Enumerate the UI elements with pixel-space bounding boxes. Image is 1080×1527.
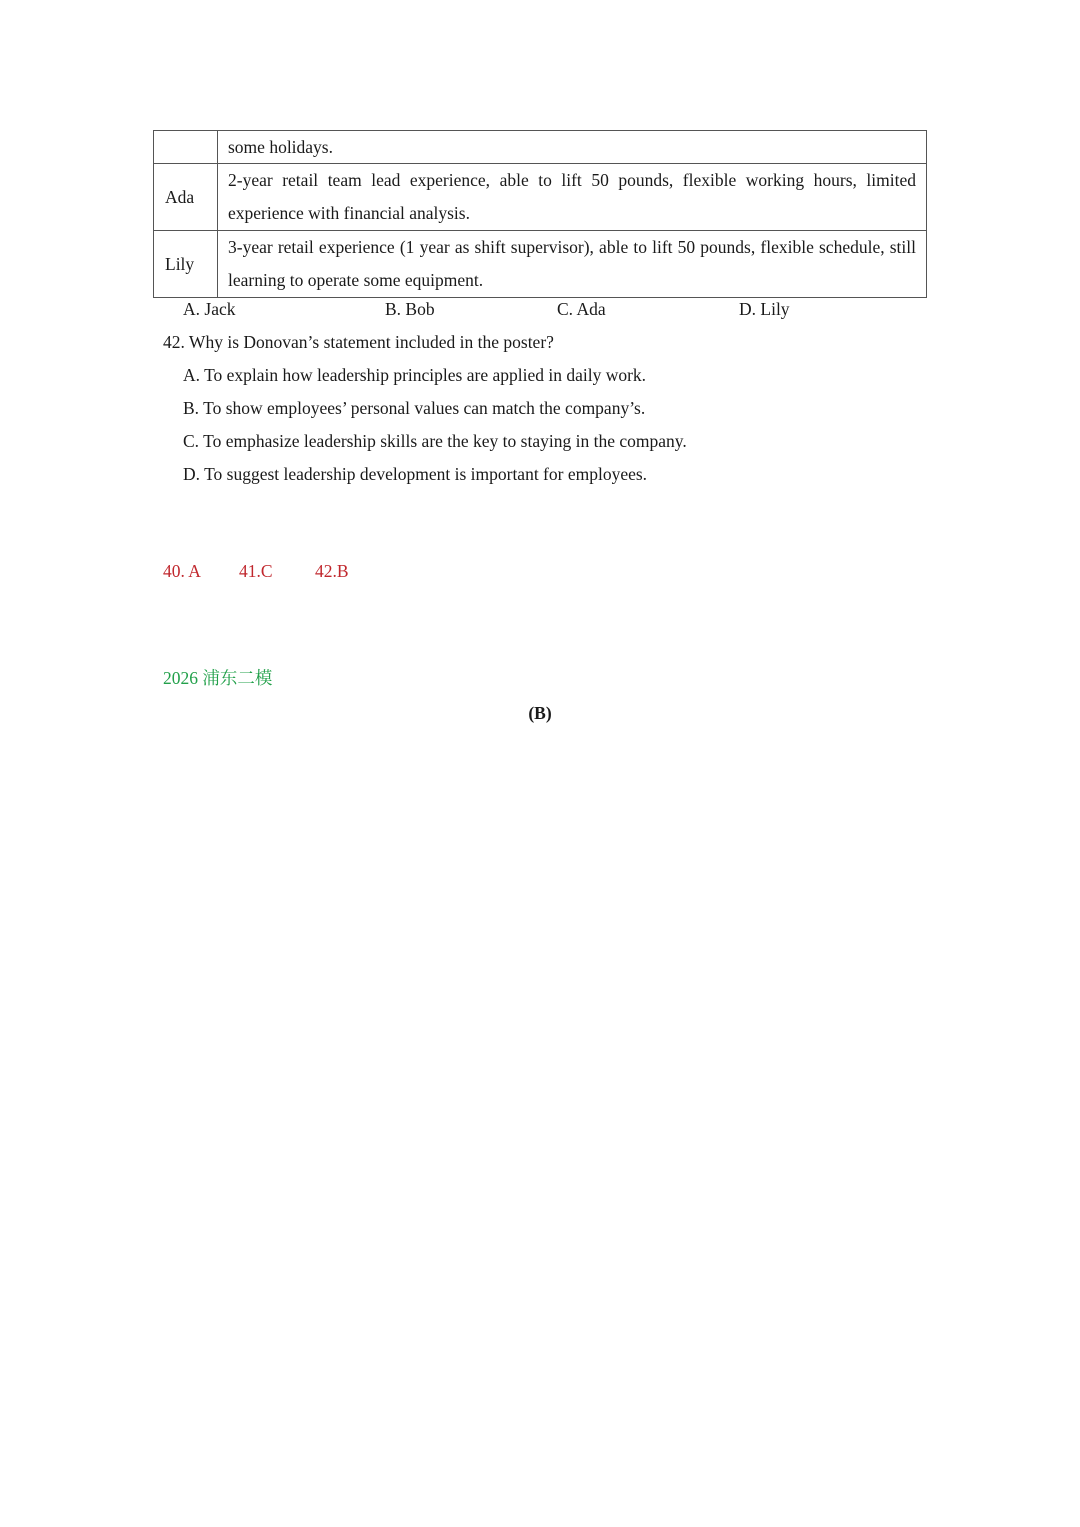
answer-41: 41.C — [239, 561, 273, 581]
answer-42: 42.B — [315, 561, 349, 581]
q41-option-d: D. Lily — [739, 299, 790, 319]
candidate-description: 3-year retail experience (1 year as shift supervisor), able to lift 50 pounds, flexible schedule, still learning to operate some equipment. — [218, 231, 927, 298]
candidate-description: some holidays. — [218, 131, 927, 164]
candidate-name: Ada — [154, 164, 218, 231]
q41-option-a: A. Jack — [183, 299, 236, 319]
table-row — [154, 231, 927, 298]
q41-options — [0, 299, 1080, 323]
q42-stem: 42. Why is Donovan’s statement included in the poster? — [163, 332, 554, 352]
table-row — [154, 164, 927, 231]
candidate-table — [153, 130, 927, 298]
candidate-name: Lily — [154, 231, 218, 298]
q42-option-c: C. To emphasize leadership skills are the key to staying in the company. — [183, 431, 687, 451]
section-heading: (B) — [528, 703, 552, 723]
table-row — [154, 131, 927, 164]
q41-option-c: C. Ada — [557, 299, 606, 319]
q42-option-a: A. To explain how leadership principles are applied in daily work. — [183, 365, 647, 385]
candidate-name — [154, 131, 218, 164]
answer-40: 40. A — [163, 561, 201, 581]
candidate-description: 2-year retail team lead experience, able to lift 50 pounds, flexible working hours, limited experience with financial analysis. — [218, 164, 927, 231]
q41-option-b: B. Bob — [385, 299, 435, 319]
exam-source-label: 2026 浦东二模 — [163, 668, 273, 688]
q42-option-d: D. To suggest leadership development is important for employees. — [183, 464, 648, 484]
q42-option-b: B. To show employees’ personal values can match the company’s. — [183, 398, 646, 418]
